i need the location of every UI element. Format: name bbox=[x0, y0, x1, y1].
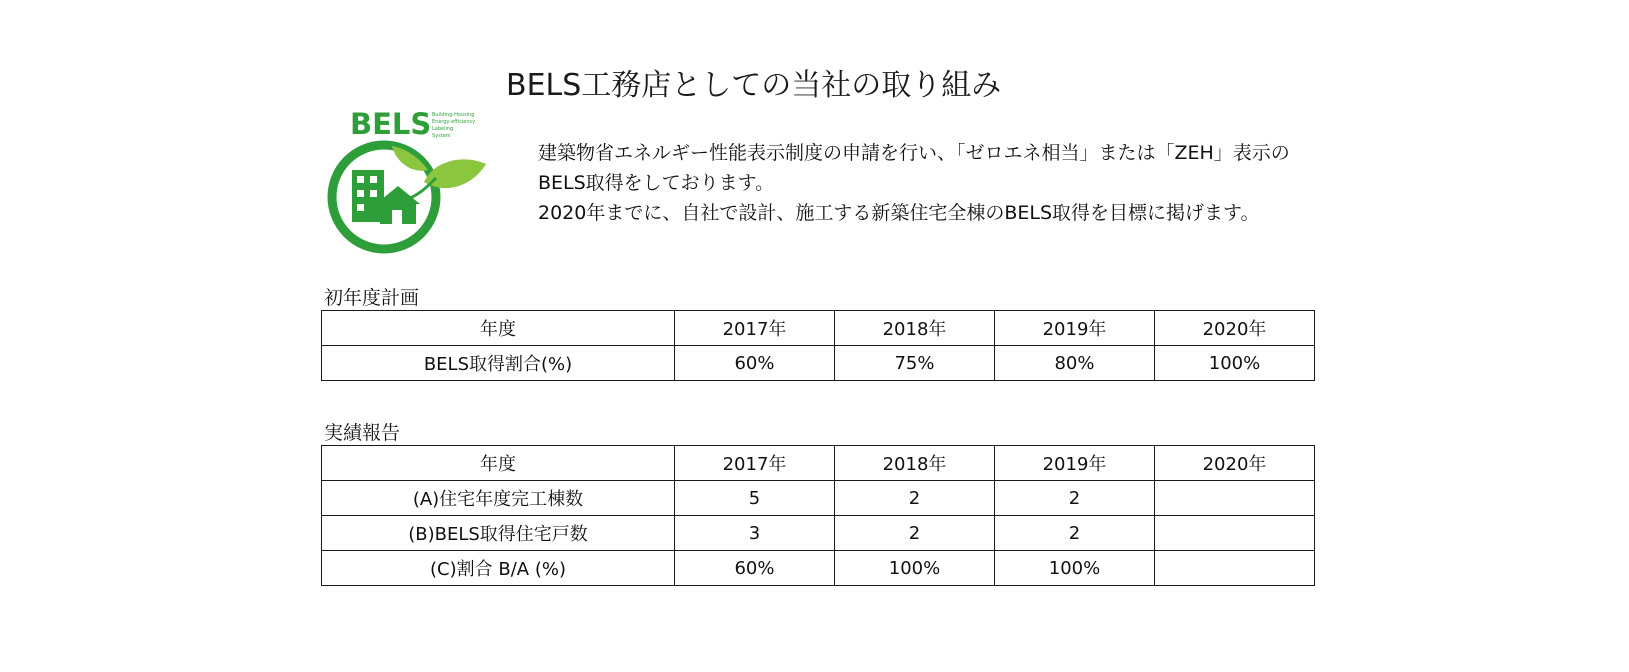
table-header-row bbox=[322, 446, 1315, 481]
table-row bbox=[322, 346, 1315, 381]
bels-logo bbox=[324, 104, 504, 262]
header-cell: 2018年 bbox=[835, 311, 995, 346]
table-cell: 60% bbox=[675, 346, 835, 381]
table-row bbox=[322, 516, 1315, 551]
plan-section-label: 初年度計画 bbox=[324, 287, 420, 309]
table-cell: 2 bbox=[995, 481, 1155, 516]
table-cell: 100% bbox=[1155, 346, 1315, 381]
intro-line: 2020年までに、自社で設計、施工する新築住宅全棟のBELS取得を目標に掲げます。 bbox=[538, 202, 1260, 224]
table-header-row bbox=[322, 311, 1315, 346]
table-row bbox=[322, 481, 1315, 516]
row-label: (A)住宅年度完工棟数 bbox=[322, 481, 675, 516]
table-cell: 100% bbox=[995, 551, 1155, 586]
table-cell: 100% bbox=[835, 551, 995, 586]
table-cell: 2 bbox=[835, 481, 995, 516]
results-table bbox=[321, 445, 1315, 586]
bels-wordmark: BELS bbox=[350, 107, 432, 141]
plan-table bbox=[321, 310, 1315, 381]
header-cell: 2017年 bbox=[675, 311, 835, 346]
intro-line: BELS取得をしております。 bbox=[538, 172, 775, 194]
header-cell: 2020年 bbox=[1155, 311, 1315, 346]
table-cell: 2 bbox=[995, 516, 1155, 551]
bels-tagline-1: Building-Housing bbox=[432, 112, 475, 118]
header-cell: 2019年 bbox=[995, 446, 1155, 481]
header-cell: 年度 bbox=[322, 446, 675, 481]
bels-tagline-2: Energy-efficiency bbox=[432, 119, 476, 125]
bels-tagline-4: System bbox=[432, 133, 451, 139]
row-label: (C)割合 B/A (%) bbox=[322, 551, 675, 586]
header-cell: 2020年 bbox=[1155, 446, 1315, 481]
header-cell: 2018年 bbox=[835, 446, 995, 481]
results-section-label: 実績報告 bbox=[324, 422, 401, 444]
intro-text bbox=[538, 138, 1338, 228]
leaf-icon bbox=[424, 159, 486, 188]
table-cell: 5 bbox=[675, 481, 835, 516]
table-cell bbox=[1155, 551, 1315, 586]
table-cell bbox=[1155, 516, 1315, 551]
table-cell bbox=[1155, 481, 1315, 516]
table-cell: 3 bbox=[675, 516, 835, 551]
intro-line: 建築物省エネルギー性能表示制度の申請を行い、「ゼロエネ相当」または「ZEH」表示の bbox=[538, 142, 1290, 164]
bels-tagline-3: Labeling bbox=[432, 126, 454, 132]
row-label: BELS取得割合(%) bbox=[322, 346, 675, 381]
table-cell: 80% bbox=[995, 346, 1155, 381]
table-cell: 75% bbox=[835, 346, 995, 381]
table-cell: 2 bbox=[835, 516, 995, 551]
header-cell: 2017年 bbox=[675, 446, 835, 481]
page-title: BELS工務店としての当社の取り組み bbox=[506, 68, 1002, 103]
row-label: (B)BELS取得住宅戸数 bbox=[322, 516, 675, 551]
header-cell: 2019年 bbox=[995, 311, 1155, 346]
header-cell: 年度 bbox=[322, 311, 675, 346]
table-cell: 60% bbox=[675, 551, 835, 586]
table-row bbox=[322, 551, 1315, 586]
building-icon bbox=[352, 170, 384, 222]
